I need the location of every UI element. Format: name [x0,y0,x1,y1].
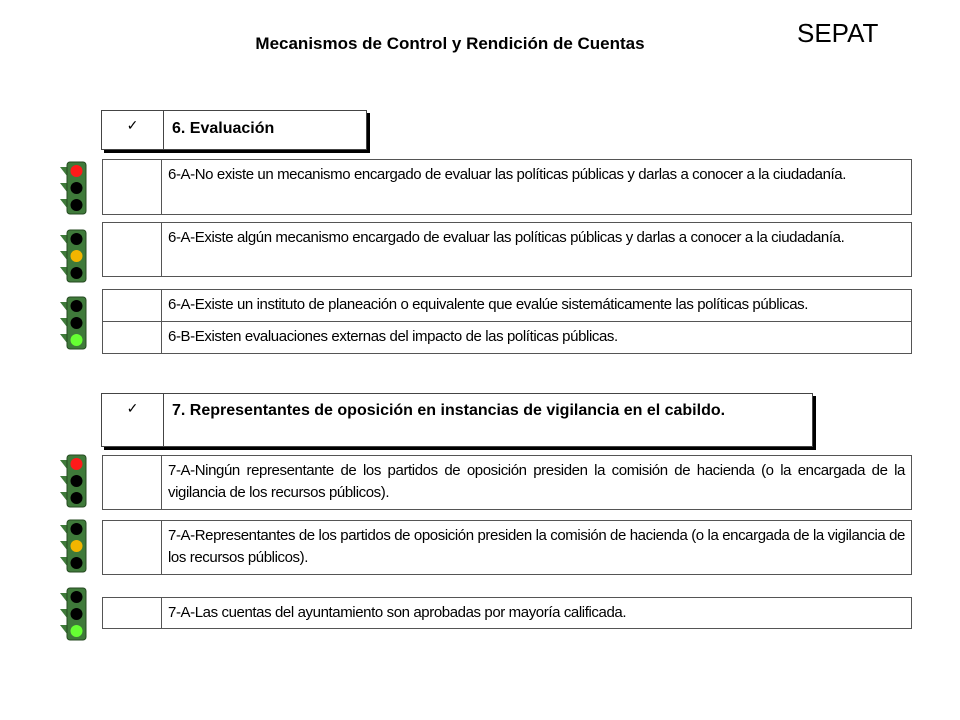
red-lamp [71,458,83,470]
red-lamp [71,165,83,177]
traffic-light-icon [60,519,88,573]
green-lamp [71,557,83,569]
criterion-cell-empty [103,521,162,574]
red-lamp [71,233,83,245]
yellow-lamp [71,250,83,262]
yellow-lamp [71,608,83,620]
criterion-cell-empty [103,290,162,321]
criterion-row-7a-qualified [102,597,912,629]
green-lamp [71,334,83,346]
brand-label: SEPAT [797,18,879,48]
criterion-text: 6-A-No existe un mecanismo encargado de evaluar las políticas públicas y darlas a conocer a la ciudadanía. [168,166,847,183]
yellow-lamp [71,317,83,329]
traffic-light-icon [60,296,88,350]
criterion-row-6b [102,321,912,354]
section-6-header [101,110,367,150]
green-lamp [71,199,83,211]
yellow-lamp [71,540,83,552]
green-lamp [71,492,83,504]
criterion-row-6a-institute [102,289,912,322]
criterion-text: 7-A-Ningún representante de los partidos de oposición presiden la comisión de hacienda (o la encargada de la vigilancia de los recursos públicos). [168,462,905,501]
section-6-title: 6. Evaluación [172,120,275,137]
criterion-text: 7-A-Las cuentas del ayuntamiento son aprobadas por mayoría calificada. [168,604,627,621]
green-lamp [71,267,83,279]
page-title: Mecanismos de Control y Rendición de Cuentas [255,34,645,53]
green-lamp [71,625,83,637]
criterion-text: 6-B-Existen evaluaciones externas del impacto de las políticas públicas. [168,328,618,345]
yellow-lamp [71,475,83,487]
criterion-text: 6-A-Existe algún mecanismo encargado de evaluar las políticas públicas y darlas a conocer a la ciudadanía. [168,229,845,246]
criterion-cell-empty [103,160,162,214]
criterion-cell-empty [103,598,162,628]
criterion-cell-empty [103,456,162,509]
criterion-row-7a-none [102,455,912,510]
criterion-row-7a-opposition [102,520,912,575]
criterion-cell-empty [103,223,162,276]
criterion-text: 6-A-Existe un instituto de planeación o equivalente que evalúe sistemáticamente las políticas públicas. [168,296,809,313]
traffic-light-icon [60,587,88,641]
checkmark-icon: ✓ [102,394,164,446]
section-7-title: 7. Representantes de oposición en instancias de vigilancia en el cabildo. [172,402,726,419]
checkmark-icon: ✓ [102,111,164,149]
red-lamp [71,300,83,312]
red-lamp [71,523,83,535]
criterion-row-6a-some [102,222,912,277]
criterion-row-6a-no [102,159,912,215]
traffic-light-icon [60,161,88,215]
red-lamp [71,591,83,603]
criterion-text: 7-A-Representantes de los partidos de oposición presiden la comisión de hacienda (o la encargada de la vigilancia de los recursos públicos). [168,527,905,566]
section-7-header [101,393,813,447]
traffic-light-icon [60,454,88,508]
criterion-cell-empty [103,322,162,353]
yellow-lamp [71,182,83,194]
traffic-light-icon [60,229,88,283]
